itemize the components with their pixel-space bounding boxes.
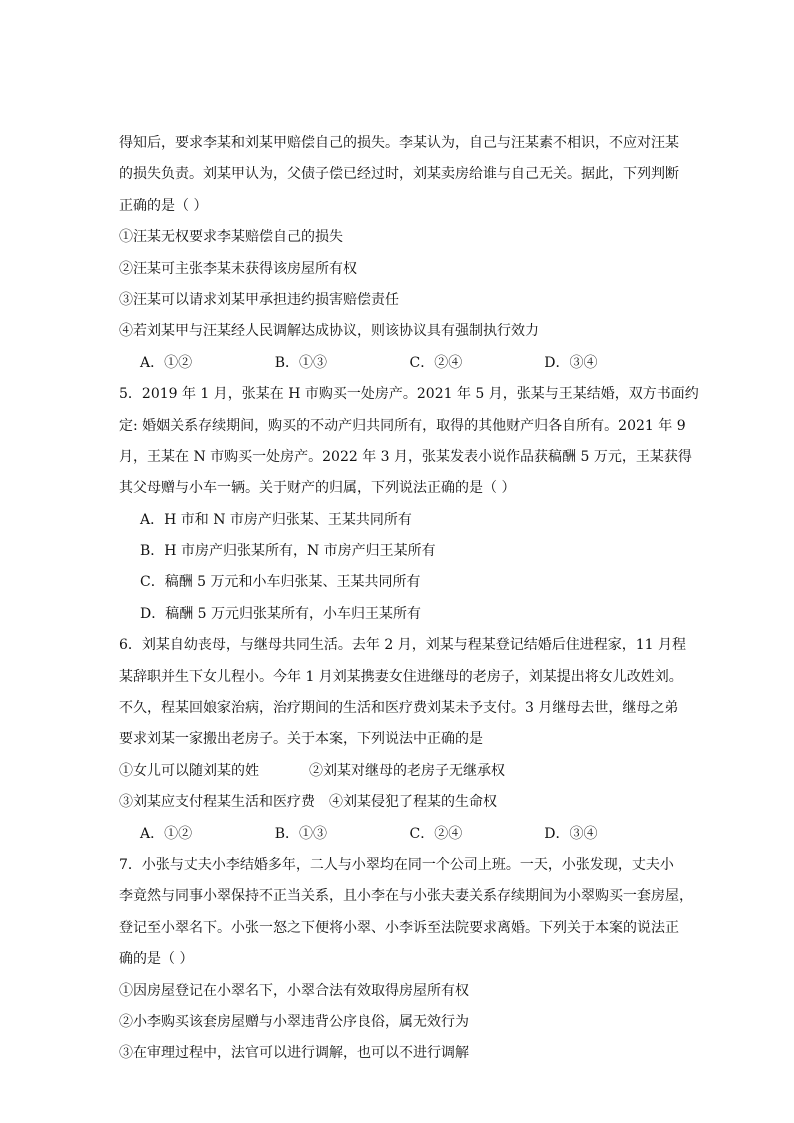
q6-text-line: 某辞职并生下女儿程小。今年 1 月刘某携妻女住进继母的老房子，刘某提出将女儿改姓刘。 bbox=[119, 668, 683, 685]
q4-text-line: 的损失负责。刘某甲认为，父债子偿已经过时，刘某卖房给谁与自己无关。据此，下列判断 bbox=[119, 166, 679, 183]
q6-text-line: 6．刘某自幼丧母，与继母共同生活。去年 2 月，刘某与程某登记结婚后住进程家，11 月程 bbox=[119, 637, 686, 654]
q5-option-c: C．稿酬 5 万元和小车归张某、王某共同所有 bbox=[140, 574, 421, 591]
q6-statements-row bbox=[119, 787, 679, 818]
q5-text-line: 5．2019 年 1 月，张某在 H 市购买一处房产。2021 年 5 月，张某与王某结婚，双方书面约 bbox=[119, 386, 699, 403]
q6-option-a: A．①② bbox=[140, 825, 193, 842]
q4-option-a: A．①② bbox=[140, 354, 193, 371]
q4-statement: ④若刘某甲与汪某经人民调解达成协议，则该协议具有强制执行效力 bbox=[119, 323, 539, 340]
q6-option-d: D．③④ bbox=[544, 825, 598, 842]
q4-statement: ①汪某无权要求李某赔偿自己的损失 bbox=[119, 229, 343, 246]
q5-text-line: 月，王某在 N 市购买一处房产。2022 年 3 月，张某发表小说作品获稿酬 5 万元，王某获得 bbox=[119, 448, 692, 465]
q5-option-b: B．H 市房产归张某所有，N 市房产归王某所有 bbox=[140, 543, 436, 560]
q7-statement: ②小李购买该套房屋赠与小翠违背公序良俗，属无效行为 bbox=[119, 1013, 469, 1030]
q7-text-line: 7．小张与丈夫小李结婚多年，二人与小翠均在同一个公司上班。一天，小张发现，丈夫小 bbox=[119, 856, 674, 873]
q4-statement: ③汪某可以请求刘某甲承担违约损害赔偿责任 bbox=[119, 291, 399, 308]
q4-statement: ②汪某可主张李某未获得该房屋所有权 bbox=[119, 260, 357, 277]
q6-option-b: B．①③ bbox=[274, 825, 328, 842]
document-body bbox=[119, 128, 699, 1070]
q6-statement-3: ③刘某应支付程某生活和医疗费 bbox=[119, 794, 315, 811]
q4-option-d: D．③④ bbox=[544, 354, 598, 371]
q7-text-line: 李竟然与同事小翠保持不正当关系，且小李在与小张夫妻关系存续期间为小翠购买一套房屋， bbox=[119, 888, 693, 905]
q6-statements-row bbox=[119, 756, 679, 787]
q5-text-line: 其父母赠与小车一辆。关于财产的归属，下列说法正确的是（ ） bbox=[119, 480, 516, 497]
q5-option-a: A．H 市和 N 市房产归张某、王某共同所有 bbox=[140, 511, 412, 528]
q7-text-line: 登记至小翠名下。小张一怒之下便将小翠、小李诉至法院要求离婚。下列关于本案的说法正 bbox=[119, 919, 679, 936]
q6-statement-4: ④刘某侵犯了程某的生命权 bbox=[329, 794, 497, 811]
q6-statement-2: ②刘某对继母的老房子无继承权 bbox=[309, 762, 505, 779]
q4-option-c: C．②④ bbox=[409, 354, 463, 371]
q5-option-d: D．稿酬 5 万元归张某所有，小车归王某所有 bbox=[140, 605, 422, 622]
q4-text-line: 得知后，要求李某和刘某甲赔偿自己的损失。李某认为，自己与汪某素不相识，不应对汪某 bbox=[119, 135, 679, 151]
q7-statement: ①因房屋登记在小翠名下，小翠合法有效取得房屋所有权 bbox=[119, 982, 469, 999]
q4-option-b: B．①③ bbox=[274, 354, 328, 371]
q6-text-line: 要求刘某一家搬出老房子。关于本案，下列说法中正确的是 bbox=[119, 731, 483, 748]
q7-statement: ③在审理过程中，法官可以进行调解，也可以不进行调解 bbox=[119, 1045, 469, 1062]
q7-text-line: 确的是（ ） bbox=[119, 951, 194, 968]
q4-options bbox=[119, 348, 679, 379]
q6-text-line: 不久，程某回娘家治病，治疗期间的生活和医疗费刘某未予支付。3 月继母去世，继母之弟 bbox=[119, 700, 679, 717]
q6-options bbox=[119, 819, 679, 850]
q6-statement-1: ①女儿可以随刘某的姓 bbox=[119, 762, 259, 779]
q4-text-line: 正确的是（ ） bbox=[119, 197, 208, 214]
q6-option-c: C．②④ bbox=[409, 825, 463, 842]
q5-text-line: 定: 婚姻关系存续期间，购买的不动产归共同所有，取得的其他财产归各自所有。2021 年 9 bbox=[119, 417, 686, 434]
